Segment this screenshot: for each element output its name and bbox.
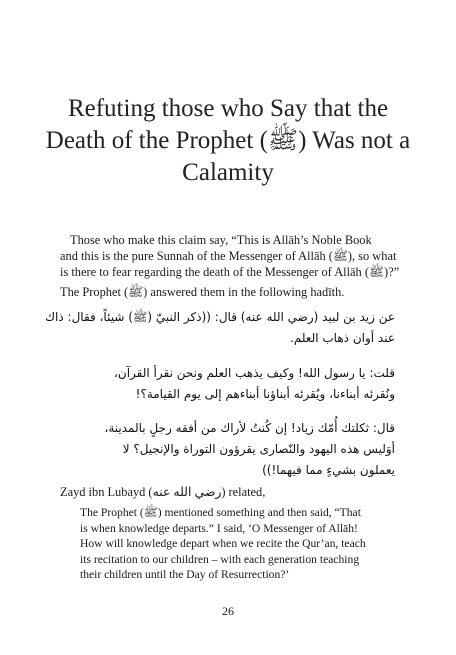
- arabic-line: أوَليس هذه اليهود والنّصارى يقرؤون التوراة والإنجيل؟ لا: [122, 442, 395, 456]
- chapter-title: [40, 93, 416, 189]
- arabic-hadith-part-2: [60, 363, 395, 405]
- quote-line: The Prophet (ﷺ) mentioned something and then said, “That: [80, 506, 361, 519]
- paragraph-line: and this is the pure Sunnah of the Messenger of Allāh (ﷺ), so what: [60, 249, 397, 263]
- narrator-line: Zayd ibn Lubayd (رضي الله عنه) related,: [60, 485, 266, 499]
- arabic-line: عند أوان ذهاب العلم.: [290, 331, 395, 345]
- arabic-hadith-part-1: [45, 307, 395, 349]
- title-line: Death of the Prophet (ﷺ) Was not a: [45, 127, 411, 154]
- arabic-line: قال: ثكلتك أُمّك زياد! إن كُنتُ لأراك من أفقه رجلٍ بالمدينة،: [104, 421, 395, 435]
- page-number: 26: [222, 604, 234, 618]
- paragraph-line: Those who make this claim say, “This is Allāh’s Noble Book: [70, 233, 372, 247]
- translation-quote: [80, 505, 420, 583]
- arabic-line: يعملون بشيءٍ مما فيهما!)): [262, 463, 395, 477]
- arabic-line: قلت: يا رسول الله! وكيف يذهب العلم ونحن نقرأ القرآن،: [114, 366, 395, 380]
- title-line: Calamity: [182, 159, 274, 186]
- quote-line: How will knowledge depart when we recite the Qur’an, teach: [80, 537, 366, 551]
- intro-paragraph: [60, 232, 430, 280]
- quote-line: its recitation to our children – with each generation teaching: [80, 552, 360, 566]
- arabic-hadith-part-3: [60, 418, 395, 481]
- arabic-line: ونُقرئه أبناءنا، ويُقرئه أبناؤنا أبناءهم إلى يوم القيامة؟!: [135, 387, 395, 401]
- title-line: Refuting those who Say that the: [67, 95, 389, 122]
- quote-line: is when knowledge departs.” I said, ‘O Messenger of Allāh!: [80, 521, 358, 535]
- paragraph-line: is there to fear regarding the death of the Messenger of Allāh (ﷺ)?”: [60, 265, 400, 279]
- lead-in-paragraph: The Prophet (ﷺ) answered them in the following hadīth.: [60, 285, 345, 299]
- arabic-line: عن زيد بن لبيد (رضي الله عنه) قال: ((ذكر النبيّ (ﷺ) شيئاً، فقال: ذاك: [45, 310, 395, 324]
- quote-line: their children until the Day of Resurrection?’: [80, 568, 290, 582]
